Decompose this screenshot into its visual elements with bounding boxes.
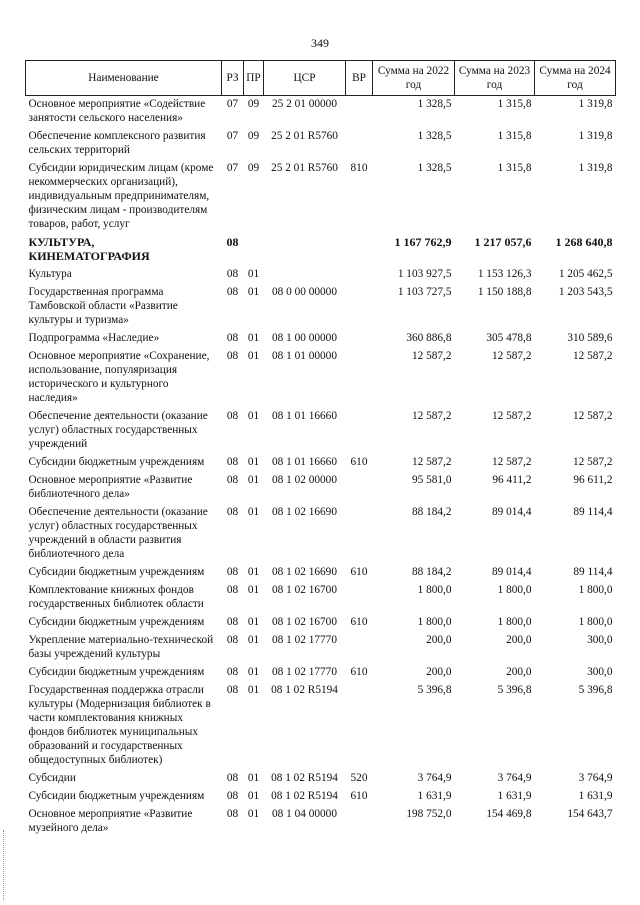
- cell-name: Обеспечение деятельности (оказание услуг) областных государственных учреждений: [28, 410, 208, 450]
- cell-sum-2022: 1 631,9: [417, 790, 452, 802]
- cell-name: Основное мероприятие «Развитие библиотечного дела»: [28, 474, 193, 500]
- scan-edge-marks: [3, 830, 6, 900]
- cell-csr: 08 1 02 16690: [272, 566, 337, 578]
- cell-name: Субсидии юридическим лицам (кроме некоммерческих организаций), индивидуальным предпринимателям, физическим лицам - производителям товаров, работ, услуг: [28, 162, 214, 230]
- cell-sum-2022: 88 184,2: [411, 506, 452, 518]
- cell-vr: [346, 682, 373, 770]
- cell-sum-2023: 96 411,2: [492, 474, 532, 486]
- cell-name: Субсидии бюджетным учреждениям: [28, 456, 205, 468]
- cell-sum-2024: 1 203 543,5: [558, 286, 613, 298]
- cell-sum-2023: 1 800,0: [497, 584, 532, 596]
- cell-vr: [346, 348, 373, 408]
- cell-name: Субсидии бюджетным учреждениям: [28, 566, 205, 578]
- cell-csr: 08 1 01 16660: [272, 410, 337, 422]
- cell-name: Основное мероприятие «Сохранение, использование, популяризация исторического и культурного наследия»: [28, 350, 210, 404]
- cell-sum-2022: 198 752,0: [406, 808, 452, 820]
- cell-sum-2024: 300,0: [587, 666, 613, 678]
- cell-sum-2024: 89 114,4: [573, 506, 613, 518]
- cell-sum-2024: 96 611,2: [573, 474, 613, 486]
- cell-sum-2023: 1 153 126,3: [477, 268, 532, 280]
- table-row: [26, 454, 616, 472]
- cell-sum-2024: 1 800,0: [578, 616, 613, 628]
- cell-csr: 08 1 02 R5194: [271, 790, 338, 802]
- cell-sum-2023: 1 315,8: [497, 130, 532, 142]
- cell-csr: [264, 234, 346, 266]
- table-row: [26, 682, 616, 770]
- cell-vr: 610: [350, 616, 368, 628]
- table-row: [26, 128, 616, 160]
- cell-vr: 520: [350, 772, 368, 784]
- cell-csr: 08 1 02 17770: [272, 634, 337, 646]
- cell-rz: 08: [226, 332, 239, 344]
- cell-name: КУЛЬТУРА, КИНЕМАТОГРАФИЯ: [28, 235, 150, 263]
- cell-sum-2023: 200,0: [506, 634, 532, 646]
- cell-sum-2024: 1 800,0: [578, 584, 613, 596]
- cell-pr: 01: [247, 286, 260, 298]
- cell-sum-2022: 360 886,8: [406, 332, 452, 344]
- cell-vr: [346, 582, 373, 614]
- cell-rz: 08: [226, 268, 239, 280]
- cell-csr: [264, 266, 346, 284]
- header-sum-2023: Сумма на 2023 год: [455, 61, 535, 96]
- cell-name: Культура: [28, 268, 72, 280]
- table-row: [26, 408, 616, 454]
- cell-pr: 01: [247, 566, 260, 578]
- cell-vr: 810: [350, 162, 368, 174]
- cell-sum-2022: 95 581,0: [411, 474, 452, 486]
- cell-pr: 01: [247, 332, 260, 344]
- cell-name: Укрепление материально-технической базы учреждений культуры: [28, 634, 214, 660]
- table-header-row: [26, 61, 616, 96]
- cell-csr: 25 2 01 R5760: [271, 130, 338, 142]
- cell-pr: 01: [247, 772, 260, 784]
- cell-rz: 07: [226, 162, 239, 174]
- cell-pr: 09: [247, 130, 260, 142]
- table-row: [26, 348, 616, 408]
- table-row: [26, 770, 616, 788]
- cell-sum-2022: 1 800,0: [417, 584, 452, 596]
- cell-csr: 08 1 02 16690: [272, 506, 337, 518]
- cell-sum-2022: 1 328,5: [417, 130, 452, 142]
- cell-sum-2024: 3 764,9: [578, 772, 613, 784]
- cell-sum-2024: 5 396,8: [578, 684, 613, 696]
- table-row: [26, 472, 616, 504]
- header-sum-2024: Сумма на 2024 год: [535, 61, 616, 96]
- cell-sum-2022: 1 328,5: [417, 98, 452, 110]
- cell-csr: 08 1 02 00000: [272, 474, 337, 486]
- table-row: [26, 266, 616, 284]
- cell-vr: [346, 96, 373, 129]
- cell-csr: 08 1 02 R5194: [271, 684, 338, 696]
- table-row: [26, 614, 616, 632]
- cell-csr: 08 1 02 R5194: [271, 772, 338, 784]
- cell-pr: 01: [247, 616, 260, 628]
- cell-sum-2023: 5 396,8: [497, 684, 532, 696]
- cell-rz: 08: [226, 506, 239, 518]
- cell-sum-2023: 12 587,2: [491, 410, 532, 422]
- cell-vr: [346, 504, 373, 564]
- table-row: [26, 806, 616, 838]
- cell-sum-2022: 1 800,0: [417, 616, 452, 628]
- cell-pr: 01: [247, 808, 260, 820]
- cell-pr: 01: [247, 456, 260, 468]
- cell-pr: 01: [247, 584, 260, 596]
- cell-sum-2023: 1 315,8: [497, 98, 532, 110]
- cell-rz: 08: [226, 566, 239, 578]
- cell-vr: [346, 266, 373, 284]
- header-csr: ЦСР: [264, 61, 346, 96]
- cell-name: Обеспечение комплексного развития сельских территорий: [28, 130, 206, 156]
- cell-sum-2024: 12 587,2: [572, 350, 613, 362]
- table-row: [26, 330, 616, 348]
- cell-csr: 08 1 02 16700: [272, 616, 337, 628]
- cell-rz: 08: [226, 684, 239, 696]
- table-row: [26, 284, 616, 330]
- table-row: [26, 234, 616, 266]
- cell-sum-2023: 1 150 188,8: [477, 286, 532, 298]
- cell-sum-2024: 1 319,8: [578, 162, 613, 174]
- cell-pr: 01: [247, 666, 260, 678]
- cell-rz: 08: [226, 808, 239, 820]
- cell-sum-2023: 89 014,4: [491, 506, 532, 518]
- cell-sum-2022: 1 167 762,9: [394, 235, 452, 249]
- cell-rz: 08: [226, 634, 239, 646]
- cell-rz: 08: [226, 456, 239, 468]
- cell-vr: [346, 472, 373, 504]
- cell-pr: [244, 234, 264, 266]
- cell-sum-2022: 88 184,2: [411, 566, 452, 578]
- header-name: Наименование: [26, 61, 222, 96]
- page-number: 349: [311, 36, 329, 50]
- cell-sum-2023: 1 800,0: [497, 616, 532, 628]
- cell-rz: 08: [226, 584, 239, 596]
- cell-rz: 08: [226, 616, 239, 628]
- cell-sum-2024: 1 319,8: [578, 130, 613, 142]
- cell-sum-2023: 1 631,9: [497, 790, 532, 802]
- cell-sum-2024: 1 205 462,5: [558, 268, 613, 280]
- cell-vr: [346, 632, 373, 664]
- cell-pr: 01: [247, 350, 260, 362]
- cell-sum-2024: 300,0: [587, 634, 613, 646]
- cell-rz: 08: [226, 666, 239, 678]
- table-row: [26, 664, 616, 682]
- cell-sum-2022: 5 396,8: [417, 684, 452, 696]
- cell-vr: [346, 128, 373, 160]
- cell-csr: 08 1 04 00000: [272, 808, 337, 820]
- cell-csr: 08 1 02 17770: [272, 666, 337, 678]
- cell-sum-2024: 1 268 640,8: [555, 235, 613, 249]
- table-row: [26, 160, 616, 234]
- table-row: [26, 582, 616, 614]
- cell-csr: 08 1 01 00000: [272, 350, 337, 362]
- cell-sum-2023: 1 315,8: [497, 162, 532, 174]
- cell-rz: 08: [226, 474, 239, 486]
- cell-pr: 01: [247, 268, 260, 280]
- cell-name: Субсидии бюджетным учреждениям: [28, 790, 205, 802]
- cell-csr: 25 2 01 00000: [272, 98, 337, 110]
- cell-sum-2022: 12 587,2: [411, 410, 452, 422]
- cell-sum-2022: 200,0: [426, 666, 452, 678]
- cell-vr: 610: [350, 790, 368, 802]
- cell-csr: 25 2 01 R5760: [271, 162, 338, 174]
- header-pr: ПР: [244, 61, 264, 96]
- header-rz: РЗ: [222, 61, 244, 96]
- table-row: [26, 788, 616, 806]
- cell-name: Основное мероприятие «Содействие занятости сельского населения»: [28, 98, 206, 124]
- cell-rz: 08: [226, 235, 239, 249]
- table-row: [26, 96, 616, 129]
- cell-vr: 610: [350, 666, 368, 678]
- cell-sum-2023: 3 764,9: [497, 772, 532, 784]
- cell-vr: [346, 330, 373, 348]
- cell-csr: 08 1 01 16660: [272, 456, 337, 468]
- cell-pr: 01: [247, 790, 260, 802]
- cell-sum-2023: 305 478,8: [486, 332, 532, 344]
- cell-sum-2023: 12 587,2: [491, 456, 532, 468]
- table-body: [26, 96, 616, 839]
- cell-sum-2024: 1 631,9: [578, 790, 613, 802]
- cell-rz: 08: [226, 286, 239, 298]
- cell-name: Основное мероприятие «Развитие музейного дела»: [28, 808, 193, 834]
- cell-vr: 610: [350, 566, 368, 578]
- cell-sum-2023: 200,0: [506, 666, 532, 678]
- cell-csr: 08 0 00 00000: [272, 286, 337, 298]
- cell-sum-2022: 200,0: [426, 634, 452, 646]
- table-row: [26, 504, 616, 564]
- cell-name: Субсидии: [28, 772, 76, 784]
- cell-name: Подпрограмма «Наследие»: [28, 332, 160, 344]
- cell-vr: [346, 408, 373, 454]
- cell-sum-2023: 89 014,4: [491, 566, 532, 578]
- cell-pr: 01: [247, 684, 260, 696]
- table-row: [26, 564, 616, 582]
- cell-sum-2024: 12 587,2: [572, 410, 613, 422]
- cell-name: Обеспечение деятельности (оказание услуг) областных государственных учреждений в области развития библиотечного дела: [28, 506, 208, 560]
- cell-sum-2024: 1 319,8: [578, 98, 613, 110]
- cell-name: Субсидии бюджетным учреждениям: [28, 616, 205, 628]
- cell-name: Государственная программа Тамбовской области «Развитие культуры и туризма»: [28, 286, 178, 326]
- cell-vr: [346, 806, 373, 838]
- cell-vr: [346, 284, 373, 330]
- cell-sum-2023: 154 469,8: [486, 808, 532, 820]
- cell-pr: 01: [247, 410, 260, 422]
- cell-rz: 08: [226, 772, 239, 784]
- cell-pr: 09: [247, 98, 260, 110]
- cell-sum-2024: 154 643,7: [567, 808, 613, 820]
- cell-sum-2022: 12 587,2: [411, 456, 452, 468]
- cell-sum-2022: 12 587,2: [411, 350, 452, 362]
- cell-sum-2022: 1 103 727,5: [397, 286, 452, 298]
- cell-vr: [346, 234, 373, 266]
- cell-pr: 01: [247, 474, 260, 486]
- cell-pr: 09: [247, 162, 260, 174]
- cell-rz: 07: [226, 130, 239, 142]
- cell-pr: 01: [247, 506, 260, 518]
- cell-sum-2024: 12 587,2: [572, 456, 613, 468]
- cell-name: Субсидии бюджетным учреждениям: [28, 666, 205, 678]
- cell-sum-2023: 1 217 057,6: [474, 235, 532, 249]
- cell-sum-2022: 1 103 927,5: [397, 268, 452, 280]
- cell-pr: 01: [247, 634, 260, 646]
- cell-name: Комплектование книжных фондов государственных библиотек области: [28, 584, 204, 610]
- cell-sum-2023: 12 587,2: [491, 350, 532, 362]
- cell-rz: 08: [226, 790, 239, 802]
- cell-csr: 08 1 02 16700: [272, 584, 337, 596]
- cell-rz: 08: [226, 350, 239, 362]
- cell-sum-2024: 310 589,6: [567, 332, 613, 344]
- cell-sum-2022: 3 764,9: [417, 772, 452, 784]
- cell-rz: 07: [226, 98, 239, 110]
- header-vr: ВР: [346, 61, 373, 96]
- budget-table: [25, 60, 616, 838]
- cell-rz: 08: [226, 410, 239, 422]
- cell-vr: 610: [350, 456, 368, 468]
- cell-sum-2022: 1 328,5: [417, 162, 452, 174]
- cell-name: Государственная поддержка отрасли культуры (Модернизация библиотек в части комплектования книжных фондов библиотек муниципальных образований и государственных общедоступных библиотек): [28, 684, 211, 766]
- header-sum-2022: Сумма на 2022 год: [373, 61, 455, 96]
- cell-csr: 08 1 00 00000: [272, 332, 337, 344]
- table-row: [26, 632, 616, 664]
- cell-sum-2024: 89 114,4: [573, 566, 613, 578]
